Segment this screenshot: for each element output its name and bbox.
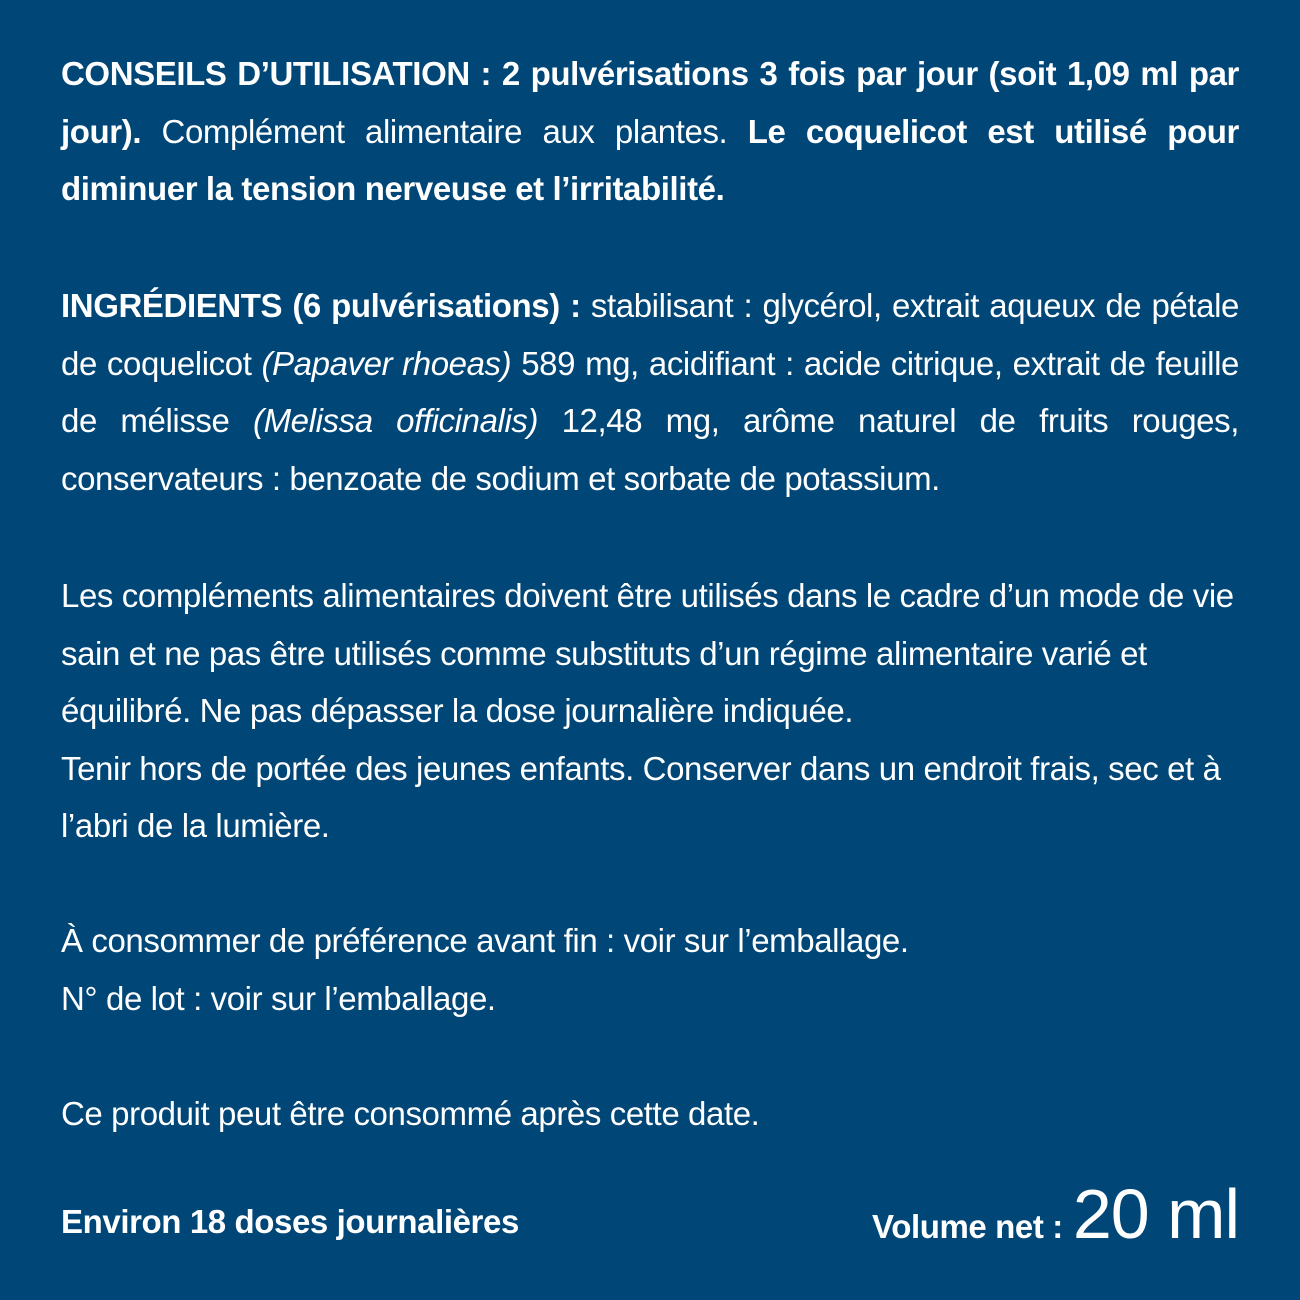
product-label (61, 45, 1239, 1255)
ingredients-heading: INGRÉDIENTS (6 pulvérisations) : (61, 287, 591, 324)
warnings-line-2: Tenir hors de portée des jeunes enfants. Conserver dans un endroit frais, sec et à l’abri de la lumière. (61, 749, 1221, 844)
after-date-text: Ce produit peut être consommé après cette date. (61, 1095, 760, 1132)
net-volume-value: 20 ml (1072, 1175, 1239, 1253)
net-volume (872, 1175, 1239, 1253)
warnings-paragraph (61, 567, 1239, 855)
ingredients-text-1: stabilisant : glycérol, extrait aqueux de pétale de coquelicot (61, 287, 1239, 382)
lot-number-text: N° de lot : voir sur l’emballage. (61, 980, 496, 1017)
ingredients-text-3: 12,48 mg, arôme naturel de fruits rouges, conservateurs : benzoate de sodium et sorbate de potassium. (61, 402, 1239, 497)
ingredients-text-2: 589 mg, acidifiant : acide citrique, extrait de feuille de mélisse (61, 344, 1239, 439)
warnings-line-1: Les compléments alimentaires doivent être utilisés dans le cadre d’un mode de vie sain et ne pas être utilisés comme substituts d’un régime alimentaire varié et équilibré. Ne pas dépasser la dose journalière indiquée. (61, 577, 1234, 729)
usage-claim: Le coquelicot est utilisé pour diminuer la tension nerveuse et l’irritabilité. (61, 112, 1239, 207)
label-footer (61, 1165, 1239, 1255)
usage-description: Complément alimentaire aux plantes. (141, 112, 748, 150)
best-before-text: À consommer de préférence avant fin : voir sur l’emballage. (61, 922, 909, 959)
usage-paragraph (61, 45, 1239, 218)
net-volume-label: Volume net : (872, 1208, 1063, 1245)
usage-dosage: 2 pulvérisations 3 fois par jour (soit 1,09 ml par jour). (61, 55, 1239, 150)
doses-count: Environ 18 doses journalières (61, 1203, 519, 1240)
ingredients-paragraph (61, 277, 1239, 507)
ingredients-latin-2: (Melissa officinalis) (253, 402, 539, 439)
usage-heading: CONSEILS D’UTILISATION : (61, 55, 502, 92)
ingredients-latin-1: (Papaver rhoeas) (261, 344, 512, 382)
